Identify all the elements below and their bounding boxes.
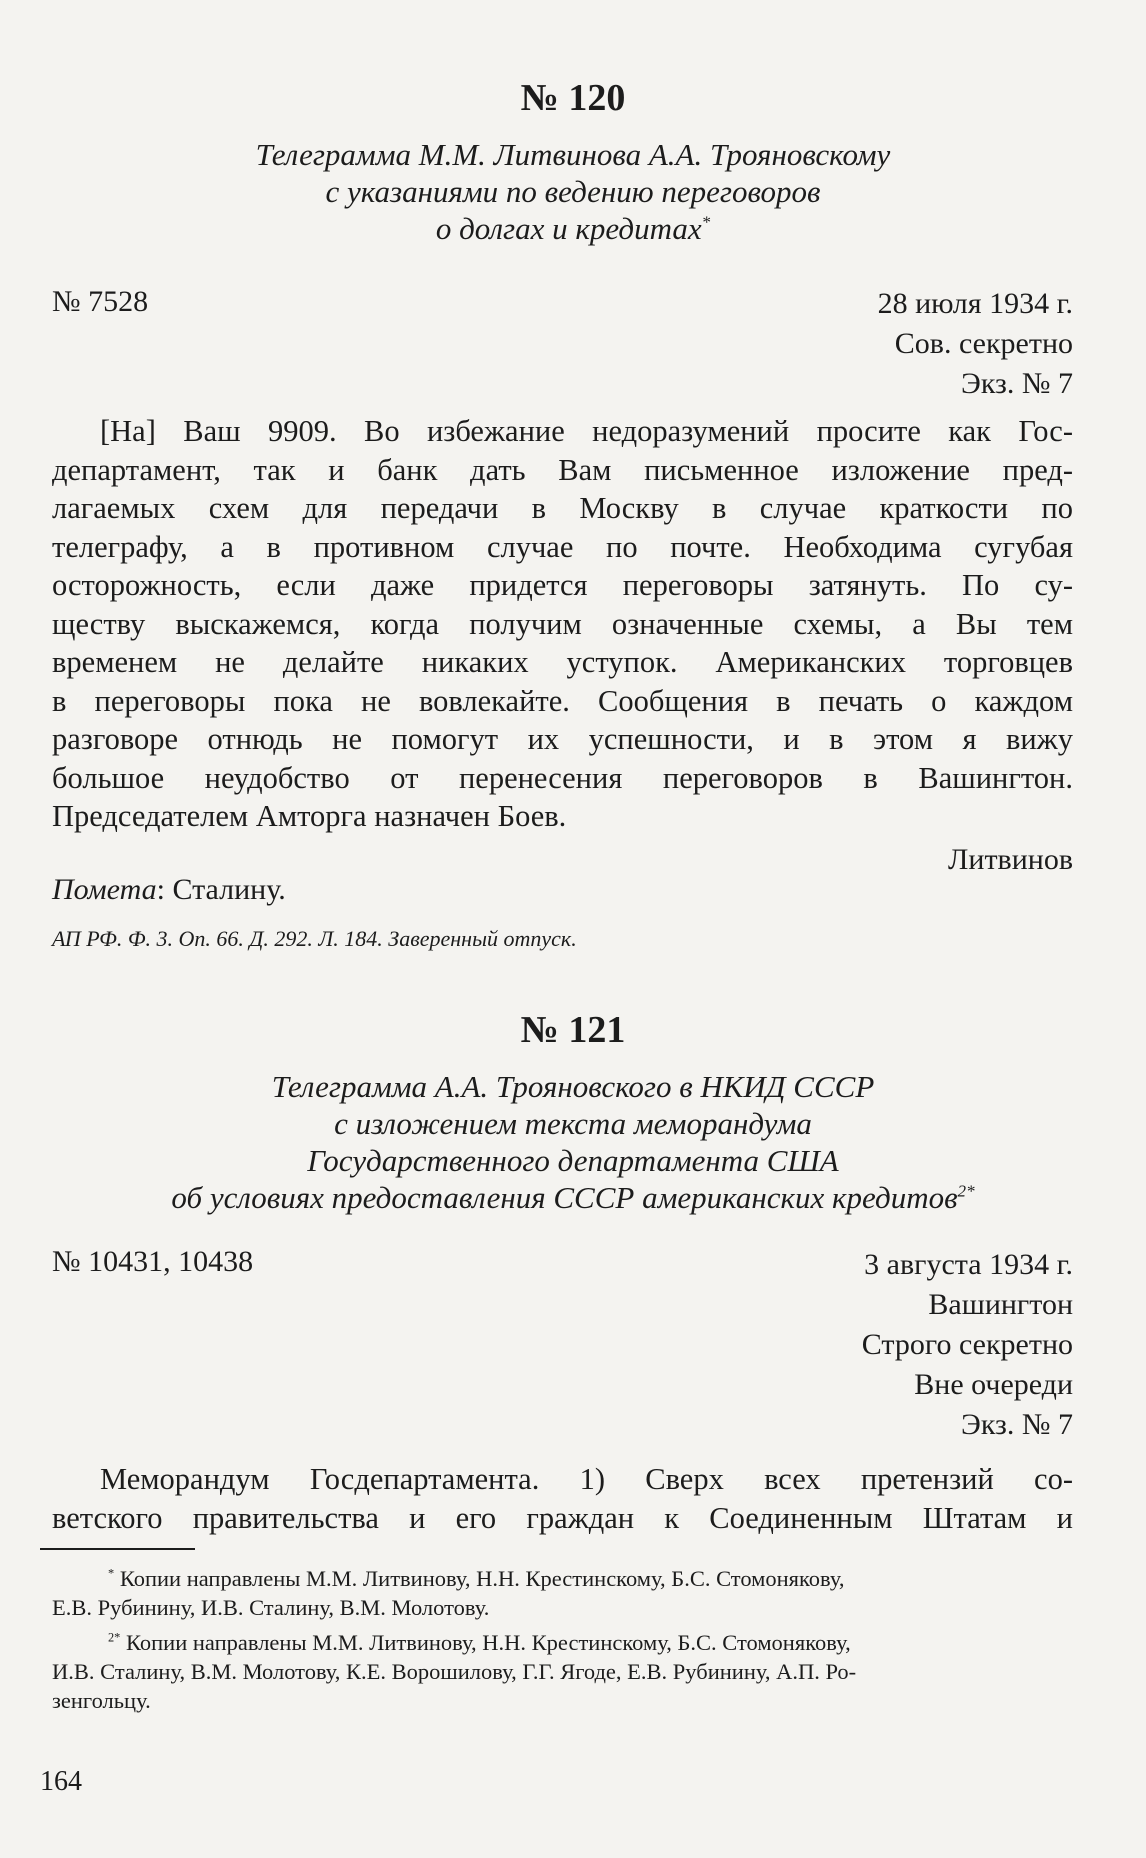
footnote-line: Копии направлены М.М. Литвинову, Н.Н. Крестинскому, Б.С. Стомонякову, — [125, 1630, 851, 1655]
doc120-note — [52, 870, 286, 910]
footnote-line: зенгольцу. — [52, 1688, 151, 1713]
body-line: департамент, так и банк дать Вам письменное изложение пред- — [52, 452, 1073, 487]
footnote-line: И.В. Сталину, В.М. Молотову, К.Е. Ворошилову, Г.Г. Ягоде, Е.В. Рубинину, А.П. Ро- — [52, 1659, 857, 1684]
doc121-title-text: об условиях предоставления СССР американских кредитов — [171, 1180, 958, 1215]
doc120-number: № 120 — [520, 77, 626, 119]
doc120-title-line — [120, 210, 1026, 247]
doc120-copy: Экз. № 7 — [961, 367, 1073, 400]
body-line: ществу выскажемся, когда получим означенные схемы, а Вы тем — [52, 606, 1073, 641]
body-line: лагаемых схем для передачи в Москву в случае краткости по — [52, 491, 1073, 525]
footnote-marker: * — [701, 212, 711, 232]
doc121-classification: Строго секретно — [861, 1328, 1073, 1361]
doc121-date: 3 августа 1934 г. — [864, 1248, 1073, 1281]
footnotes — [52, 1564, 1073, 1715]
note-label: Помета — [52, 873, 157, 906]
doc120-date: 28 июля 1934 г. — [877, 287, 1073, 320]
doc121-title-line — [40, 1179, 1106, 1216]
doc121-title — [40, 1068, 1106, 1216]
doc120-title-text: о долгах и кредитах — [435, 211, 702, 246]
footnote-marker: 2* — [957, 1181, 975, 1201]
doc120-title — [120, 136, 1026, 247]
note-text: : Сталину. — [156, 873, 286, 906]
footnote-line-wrap — [52, 1686, 1073, 1715]
body-line: Меморандум Госдепартамента. 1) Сверх всех претензий со- — [100, 1462, 1073, 1496]
footnote-line: Копии направлены М.М. Литвинову, Н.Н. Крестинскому, Б.С. Стомонякову, — [119, 1566, 845, 1591]
footnote-divider — [40, 1548, 195, 1550]
footnote-mark: 2* — [108, 1630, 121, 1645]
doc121-title-line: Государственного департамента США — [307, 1143, 839, 1178]
footnote-line-wrap — [52, 1593, 1073, 1622]
doc121-urgency: Вне очереди — [914, 1368, 1073, 1401]
body-line: осторожность, если даже придется переговоры затянуть. По су- — [52, 568, 1073, 602]
body-line: [На] Ваш 9909. Во избежание недоразумений просите как Гос- — [100, 414, 1073, 448]
doc120-source: АП РФ. Ф. 3. Оп. 66. Д. 292. Л. 184. Заверенный отпуск. — [52, 926, 577, 951]
footnote-line-wrap — [52, 1657, 1073, 1686]
page-number: 164 — [40, 1766, 82, 1797]
doc120-body — [52, 412, 1073, 836]
doc120-signature: Литвинов — [948, 843, 1073, 876]
doc120-classification: Сов. секретно — [894, 327, 1073, 360]
body-line: в переговоры пока не вовлекайте. Сообщения в печать о каждом — [52, 683, 1073, 718]
doc121-title-line: с изложением текста меморандума — [334, 1106, 812, 1141]
footnote-line: Е.В. Рубинину, И.В. Сталину, В.М. Молотову. — [52, 1595, 490, 1620]
doc121-copy: Экз. № 7 — [961, 1408, 1073, 1441]
body-line: разговоре отнюдь не помогут их успешности, и в этом я вижу — [52, 722, 1073, 756]
doc120-title-line: Телеграмма М.М. Литвинова А.А. Трояновскому — [255, 137, 891, 172]
doc120-reg-number: № 7528 — [52, 285, 149, 318]
body-line: временем не делайте никаких уступок. Американских торговцев — [52, 645, 1073, 679]
body-line: ветского правительства и его граждан к Соединенным Штатам и — [52, 1500, 1073, 1535]
doc121-title-line: Телеграмма А.А. Трояновского в НКИД СССР — [271, 1069, 875, 1104]
footnote-2 — [52, 1628, 1073, 1657]
footnote-1 — [52, 1564, 1073, 1593]
doc120-title-line: с указаниями по ведению переговоров — [325, 174, 821, 209]
doc121-place: Вашингтон — [928, 1288, 1073, 1321]
footnote-mark: * — [108, 1566, 115, 1581]
body-line: телеграфу, а в противном случае по почте. Необходима сугубая — [52, 529, 1073, 564]
doc121-body — [52, 1460, 1073, 1537]
doc121-reg-number: № 10431, 10438 — [52, 1245, 254, 1278]
body-line: большое неудобство от перенесения переговоров в Вашингтон. — [52, 760, 1073, 795]
body-line: Председателем Амторга назначен Боев. — [52, 799, 567, 833]
doc121-number: № 121 — [520, 1009, 626, 1051]
